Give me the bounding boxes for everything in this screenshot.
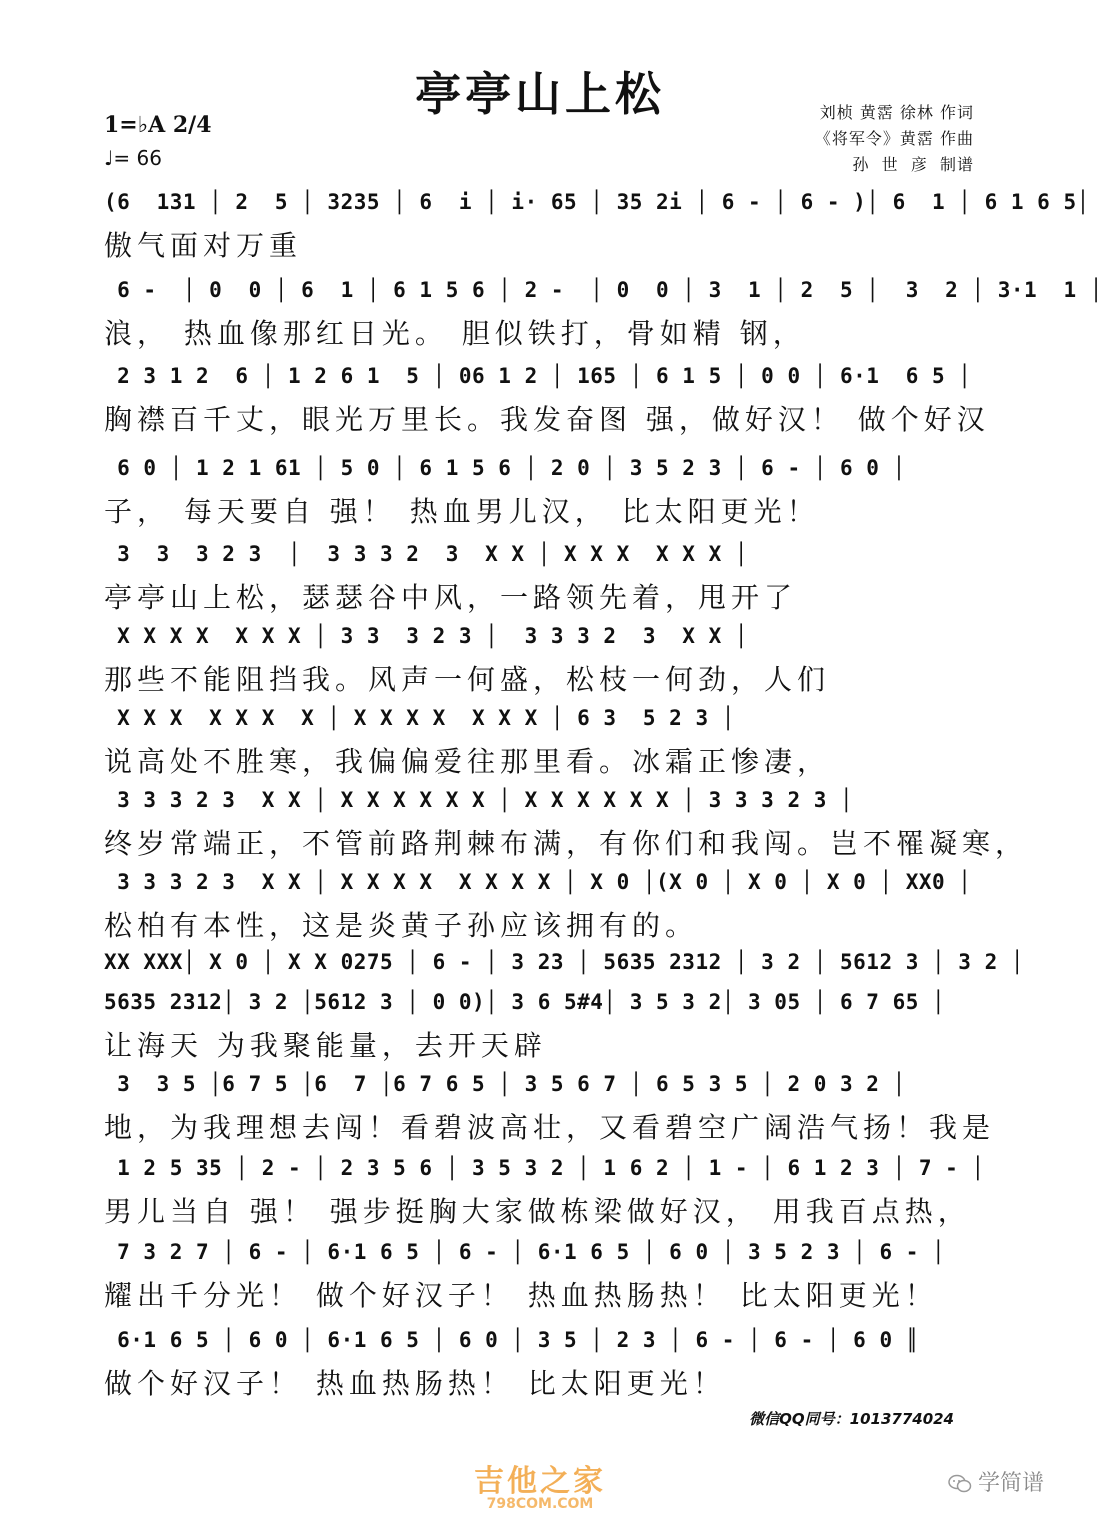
notation-row: 3 3 3 2 3 │ 3 3 3 2 3 X X │ X X X X X X │ xyxy=(104,542,749,566)
notation-row: X X X X X X X │ X X X X X X X │ 6 3 5 2 3 │ xyxy=(104,706,735,730)
lyricist-credit: 刘桢 黄霑 徐林 作词 xyxy=(819,103,974,122)
notation-row: XX XXX│ X 0 │ X X 0275 │ 6 - │ 3 23 │ 5635 2312 │ 3 2 │ 5612 3 │ 3 2 │ xyxy=(104,950,1025,974)
notation-row: 2 3 1 2 6 │ 1 2 6 1 5 │ 06 1 2 │ 165 │ 6 1 5 │ 0 0 │ 6·1 6 5 │ xyxy=(104,364,972,388)
notation-row: 5635 2312│ 3 2 │5612 3 │ 0 0)│ 3 6 5#4│ 3 5 3 2│ 3 05 │ 6 7 65 │ xyxy=(104,990,946,1014)
lyric-row: 浪， 热血像那红日光。 胆似铁打，骨如精 钢， xyxy=(104,317,806,350)
notation-row: 3 3 3 2 3 X X │ X X X X X X │ X X X X X X │ 3 3 3 2 3 │ xyxy=(104,788,854,812)
key-signature: 1=♭A 2/4 xyxy=(104,112,212,138)
lyric-row: 松柏有本性，这是炎黄子孙应该拥有的。 xyxy=(104,909,699,942)
lyric-row: 让海天 为我聚能量，去开天辟 xyxy=(104,1029,547,1062)
notation-row: 3 3 5 │6 7 5 │6 7 │6 7 6 5 │ 3 5 6 7 │ 6 5 3 5 │ 2 0 3 2 │ xyxy=(104,1072,906,1096)
song-title: 亭亭山上松 xyxy=(415,67,665,121)
watermark-logo xyxy=(440,1456,640,1512)
lyric-row: 耀出千分光！ 做个好汉子！ 热血热肠热！ 比太阳更光！ xyxy=(104,1279,938,1312)
lyric-row: 做个好汉子！ 热血热肠热！ 比太阳更光！ xyxy=(104,1367,726,1400)
lyric-row: 那些不能阻挡我。风声一何盛，松枝一何劲，人们 xyxy=(104,663,831,696)
composer-credit: 《将军令》黄霑 作曲 xyxy=(814,129,974,148)
lyric-row: 终岁常端正，不管前路荆棘布满，有你们和我闯。岂不罹凝寒， xyxy=(104,827,1029,860)
credits xyxy=(815,100,974,178)
watermark-logo-text: 吉他之家 xyxy=(474,1464,606,1499)
lyric-row: 男儿当自 强！ 强步挺胸大家做栋梁做好汉， 用我百点热， xyxy=(104,1195,971,1228)
notation-row: 6 0 │ 1 2 1 61 │ 5 0 │ 6 1 5 6 │ 2 0 │ 3 5 2 3 │ 6 - │ 6 0 │ xyxy=(104,456,906,480)
notation-row: 1 2 5 35 │ 2 - │ 2 3 5 6 │ 3 5 3 2 │ 1 6 2 │ 1 - │ 6 1 2 3 │ 7 - │ xyxy=(104,1156,985,1180)
tempo-marking: ♩= 66 xyxy=(104,146,162,170)
watermark-logo-url: 798COM.COM xyxy=(486,1496,594,1512)
wechat-icon xyxy=(948,1474,972,1494)
lyric-row: 子， 每天要自 强！ 热血男儿汉， 比太阳更光！ xyxy=(104,495,820,528)
notation-row: (6 131 │ 2 5 │ 3235 │ 6 i │ i· 65 │ 35 2i │ 6 - │ 6 - )│ 6 1 │ 6 1 6 5│ xyxy=(104,190,1090,214)
lyric-row: 说高处不胜寒，我偏偏爱往那里看。冰霜正惨凄， xyxy=(104,745,831,778)
notation-row: 6 - │ 0 0 │ 6 1 │ 6 1 5 6 │ 2 - │ 0 0 │ 3 1 │ 2 5 │ 3 2 │ 3·1 1 │ xyxy=(104,278,1103,302)
notation-row: 7 3 2 7 │ 6 - │ 6·1 6 5 │ 6 - │ 6·1 6 5 │ 6 0 │ 3 5 2 3 │ 6 - │ xyxy=(104,1240,946,1264)
lyric-row: 胸襟百千丈，眼光万里长。我发奋图 强，做好汉！ 做个好汉 xyxy=(104,403,990,436)
lyric-row: 傲气面对万重 xyxy=(104,229,303,262)
lyric-row: 地，为我理想去闯！看碧波高壮，又看碧空广阔浩气扬！我是 xyxy=(104,1111,996,1144)
transcriber-credit: 孙 世 彦 制谱 xyxy=(852,155,974,174)
notation-row: X X X X X X X │ 3 3 3 2 3 │ 3 3 3 2 3 X X │ xyxy=(104,624,749,648)
notation-row: 3 3 3 2 3 X X │ X X X X X X X X │ X 0 │(X 0 │ X 0 │ X 0 │ XX0 │ xyxy=(104,870,972,894)
notation-row: 6·1 6 5 │ 6 0 │ 6·1 6 5 │ 6 0 │ 3 5 │ 2 3 │ 6 - │ 6 - │ 6 0 ║ xyxy=(104,1328,919,1352)
wechat-account-name: 学简谱 xyxy=(977,1471,1044,1496)
contact-line: 微信QQ同号：1013774024 xyxy=(749,1410,954,1428)
wechat-account xyxy=(948,1466,1044,1497)
lyric-row: 亭亭山上松，瑟瑟谷中风，一路领先着，甩开了 xyxy=(104,581,798,614)
